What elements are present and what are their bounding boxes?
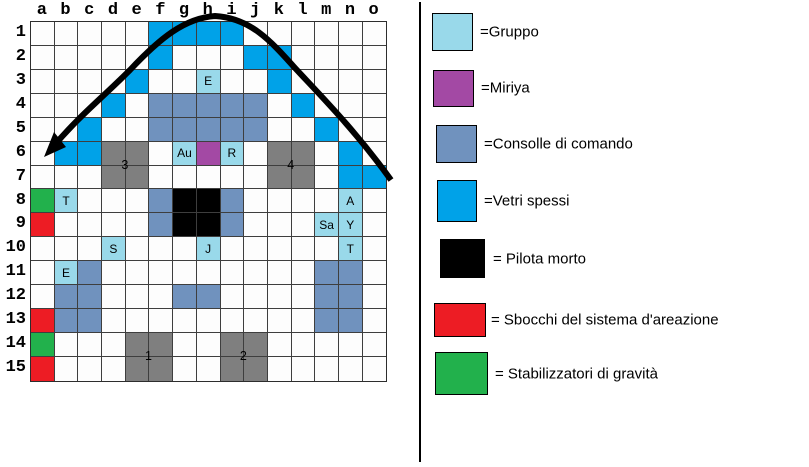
cell-c7: [78, 166, 102, 190]
cell-m13-consolle: [315, 309, 339, 333]
cell-l10: [292, 237, 316, 261]
column-label-h: h: [202, 1, 213, 20]
column-label-e: e: [131, 1, 142, 20]
cell-k12: [268, 285, 292, 309]
cell-f3: [149, 70, 173, 94]
cell-e5: [126, 118, 150, 142]
cell-l2: [292, 46, 316, 70]
legend-label: = Stabilizzatori di gravità: [495, 365, 658, 383]
cell-n12-consolle: [339, 285, 363, 309]
miriya-swatch-icon: [433, 70, 474, 107]
cell-d1: [102, 22, 126, 46]
row-label-14: 14: [5, 334, 26, 354]
grid-map: [30, 21, 387, 382]
block-number-1: 1: [145, 349, 152, 364]
column-label-g: g: [178, 1, 190, 20]
legend-label: =Gruppo: [480, 23, 539, 41]
cell-h4-consolle: [197, 94, 221, 118]
cell-f8-consolle: [149, 189, 173, 213]
cell-f12: [149, 285, 173, 309]
pilota-swatch-icon: [440, 239, 485, 278]
cell-e9: [126, 213, 150, 237]
cell-i7: [221, 166, 245, 190]
cell-c2: [78, 46, 102, 70]
cell-h2: [197, 46, 221, 70]
row-label-7: 7: [15, 166, 26, 186]
cell-c14: [78, 333, 102, 357]
cell-m10: [315, 237, 339, 261]
cell-g5-consolle: [173, 118, 197, 142]
row-label-6: 6: [15, 142, 26, 162]
cell-g15: [173, 357, 197, 381]
cell-i6-gruppo: R: [221, 142, 245, 166]
legend-label: =Vetri spessi: [484, 192, 570, 210]
cell-f11: [149, 261, 173, 285]
cell-b10: [55, 237, 79, 261]
cell-c12-consolle: [78, 285, 102, 309]
cell-i10: [221, 237, 245, 261]
block-number-4: 4: [287, 157, 295, 172]
cell-c6-vetri: [78, 142, 102, 166]
cell-k3-vetri: [268, 70, 292, 94]
cell-m3: [315, 70, 339, 94]
column-label-b: b: [60, 1, 71, 20]
cell-n13-consolle: [339, 309, 363, 333]
cell-j7: [244, 166, 268, 190]
row-label-2: 2: [15, 46, 26, 66]
cell-f4-consolle: [149, 94, 173, 118]
cell-e10: [126, 237, 150, 261]
cell-i8-consolle: [221, 189, 245, 213]
row-label-3: 3: [15, 70, 26, 90]
cell-a7: [31, 166, 55, 190]
cell-f9-consolle: [149, 213, 173, 237]
cell-k14: [268, 333, 292, 357]
cell-a10: [31, 237, 55, 261]
row-label-10: 10: [5, 238, 26, 258]
cell-g10: [173, 237, 197, 261]
cell-c13-consolle: [78, 309, 102, 333]
row-label-5: 5: [15, 118, 26, 138]
cell-o13: [363, 309, 387, 333]
cell-l3: [292, 70, 316, 94]
legend-label: =Consolle di comando: [484, 135, 633, 153]
cell-c9: [78, 213, 102, 237]
consolle-swatch-icon: [436, 125, 477, 163]
cell-a15-sbocchi: [31, 357, 55, 381]
cell-b3: [55, 70, 79, 94]
cell-o6: [363, 142, 387, 166]
cell-g4-consolle: [173, 94, 197, 118]
cell-a13-sbocchi: [31, 309, 55, 333]
cell-h15: [197, 357, 221, 381]
cell-l15: [292, 357, 316, 381]
cell-i5-consolle: [221, 118, 245, 142]
cell-o10: [363, 237, 387, 261]
cell-b1: [55, 22, 79, 46]
cell-c3: [78, 70, 102, 94]
cell-h13: [197, 309, 221, 333]
cell-o5: [363, 118, 387, 142]
cell-j4-consolle: [244, 94, 268, 118]
cell-n14: [339, 333, 363, 357]
row-label-8: 8: [15, 190, 26, 210]
cell-h7: [197, 166, 221, 190]
cell-l12: [292, 285, 316, 309]
cell-l9: [292, 213, 316, 237]
cell-i3: [221, 70, 245, 94]
cell-h1-vetri: [197, 22, 221, 46]
cell-j9: [244, 213, 268, 237]
cell-o14: [363, 333, 387, 357]
cell-e7-blocco: [126, 166, 150, 190]
cell-l7-blocco: [292, 166, 316, 190]
cell-h3-gruppo: E: [197, 70, 221, 94]
cell-f15-blocco: [149, 357, 173, 381]
cell-n2: [339, 46, 363, 70]
cell-i9-consolle: [221, 213, 245, 237]
cell-k11: [268, 261, 292, 285]
cell-e8: [126, 189, 150, 213]
cell-d11: [102, 261, 126, 285]
cell-m11-consolle: [315, 261, 339, 285]
cell-j3: [244, 70, 268, 94]
column-label-l: l: [297, 1, 308, 20]
cell-o8: [363, 189, 387, 213]
cell-b4: [55, 94, 79, 118]
cell-n3: [339, 70, 363, 94]
cell-o4: [363, 94, 387, 118]
divider-line: [419, 2, 421, 462]
cell-k10: [268, 237, 292, 261]
cell-m1: [315, 22, 339, 46]
cell-e13: [126, 309, 150, 333]
cell-d5: [102, 118, 126, 142]
cell-g9-pilota: [173, 213, 197, 237]
cell-a9-sbocchi: [31, 213, 55, 237]
cell-g2: [173, 46, 197, 70]
cell-f10: [149, 237, 173, 261]
row-label-13: 13: [5, 310, 26, 330]
cell-n5: [339, 118, 363, 142]
column-label-j: j: [250, 1, 261, 20]
cell-a4: [31, 94, 55, 118]
cell-b9: [55, 213, 79, 237]
cell-n1: [339, 22, 363, 46]
cell-g12-consolle: [173, 285, 197, 309]
cell-b2: [55, 46, 79, 70]
cell-m6: [315, 142, 339, 166]
cell-d4-vetri: [102, 94, 126, 118]
cell-e12: [126, 285, 150, 309]
cell-f7: [149, 166, 173, 190]
legend-label: =Miriya: [481, 79, 530, 97]
cell-o2: [363, 46, 387, 70]
cell-c1: [78, 22, 102, 46]
cell-l4-vetri: [292, 94, 316, 118]
cell-o12: [363, 285, 387, 309]
cell-l13: [292, 309, 316, 333]
cell-j15-blocco: [244, 357, 268, 381]
cell-f13: [149, 309, 173, 333]
cell-a8-stabilizzatori: [31, 189, 55, 213]
cell-f6: [149, 142, 173, 166]
cell-j10: [244, 237, 268, 261]
cell-l14: [292, 333, 316, 357]
cell-l6-blocco: [292, 142, 316, 166]
cell-h12-consolle: [197, 285, 221, 309]
cell-g3: [173, 70, 197, 94]
vetri-swatch-icon: [437, 180, 477, 222]
column-label-d: d: [107, 1, 119, 20]
cell-j6: [244, 142, 268, 166]
row-label-9: 9: [15, 214, 26, 234]
cell-g8-pilota: [173, 189, 197, 213]
cell-m2: [315, 46, 339, 70]
cell-n6-vetri: [339, 142, 363, 166]
cell-j11: [244, 261, 268, 285]
cell-b8-gruppo: T: [55, 189, 79, 213]
cell-g13: [173, 309, 197, 333]
cell-o15: [363, 357, 387, 381]
cell-d12: [102, 285, 126, 309]
column-label-c: c: [84, 1, 95, 20]
cell-m15: [315, 357, 339, 381]
block-number-2: 2: [239, 349, 247, 364]
cell-l8: [292, 189, 316, 213]
cell-i13: [221, 309, 245, 333]
cell-g11: [173, 261, 197, 285]
sbocchi-swatch-icon: [434, 303, 486, 337]
cell-e1: [126, 22, 150, 46]
cell-h9-pilota: [197, 213, 221, 237]
cell-f5-consolle: [149, 118, 173, 142]
cell-h11: [197, 261, 221, 285]
cell-j12: [244, 285, 268, 309]
cell-k4: [268, 94, 292, 118]
cell-a6: [31, 142, 55, 166]
stabilizzatori-swatch-icon: [435, 352, 488, 395]
gruppo-swatch-icon: [432, 13, 473, 51]
cell-a5: [31, 118, 55, 142]
cell-b15: [55, 357, 79, 381]
cell-h8-pilota: [197, 189, 221, 213]
cell-d3: [102, 70, 126, 94]
cell-b6-vetri: [55, 142, 79, 166]
cell-m8: [315, 189, 339, 213]
cell-n7-vetri: [339, 166, 363, 190]
cell-k9: [268, 213, 292, 237]
cell-d9: [102, 213, 126, 237]
cell-i4-consolle: [221, 94, 245, 118]
cell-l5: [292, 118, 316, 142]
cell-o9: [363, 213, 387, 237]
cell-f2-vetri: [149, 46, 173, 70]
cell-c8: [78, 189, 102, 213]
cell-k15: [268, 357, 292, 381]
column-label-a: a: [36, 1, 47, 20]
cell-o3: [363, 70, 387, 94]
cell-b14: [55, 333, 79, 357]
column-label-n: n: [344, 1, 356, 20]
cell-j2-vetri: [244, 46, 268, 70]
row-label-15: 15: [5, 358, 26, 378]
cell-h5-consolle: [197, 118, 221, 142]
cell-k13: [268, 309, 292, 333]
cell-i1-vetri: [221, 22, 245, 46]
block-number-3: 3: [121, 157, 129, 172]
cell-a14-stabilizzatori: [31, 333, 55, 357]
cell-f1-vetri: [149, 22, 173, 46]
cell-m7: [315, 166, 339, 190]
cell-m5-vetri: [315, 118, 339, 142]
column-label-f: f: [155, 1, 166, 20]
cell-c4: [78, 94, 102, 118]
cell-a3: [31, 70, 55, 94]
cell-e6-blocco: [126, 142, 150, 166]
cell-d14: [102, 333, 126, 357]
cell-g1-vetri: [173, 22, 197, 46]
cell-c11-consolle: [78, 261, 102, 285]
cell-j5-consolle: [244, 118, 268, 142]
column-label-m: m: [321, 1, 332, 20]
column-label-k: k: [273, 1, 284, 20]
cell-k2-vetri: [268, 46, 292, 70]
cell-o7-vetri: [363, 166, 387, 190]
cell-g7: [173, 166, 197, 190]
cell-e3-vetri: [126, 70, 150, 94]
cell-d13: [102, 309, 126, 333]
cell-b13-consolle: [55, 309, 79, 333]
row-label-1: 1: [15, 23, 26, 42]
cell-g6-gruppo: Au: [173, 142, 197, 166]
cell-h6-miriya: [197, 142, 221, 166]
cell-m12-consolle: [315, 285, 339, 309]
cell-d10-gruppo: S: [102, 237, 126, 261]
cell-i12: [221, 285, 245, 309]
cell-d15: [102, 357, 126, 381]
cell-h10-gruppo: J: [197, 237, 221, 261]
cell-a11: [31, 261, 55, 285]
cell-h14: [197, 333, 221, 357]
row-label-12: 12: [5, 286, 26, 306]
cell-b5: [55, 118, 79, 142]
cell-m14: [315, 333, 339, 357]
cell-k5: [268, 118, 292, 142]
cell-n4: [339, 94, 363, 118]
cell-f14-blocco: [149, 333, 173, 357]
legend-label: = Pilota morto: [493, 250, 586, 268]
cell-c5-vetri: [78, 118, 102, 142]
column-label-i: i: [226, 1, 237, 20]
cell-n9-gruppo: Y: [339, 213, 363, 237]
legend-label: = Sbocchi del sistema d'areazione: [491, 311, 719, 329]
cell-k1: [268, 22, 292, 46]
cell-b7: [55, 166, 79, 190]
cell-c10: [78, 237, 102, 261]
cell-o11: [363, 261, 387, 285]
cell-a2: [31, 46, 55, 70]
cell-i11: [221, 261, 245, 285]
row-label-11: 11: [5, 262, 26, 282]
cell-g14: [173, 333, 197, 357]
cell-c15: [78, 357, 102, 381]
column-label-o: o: [368, 1, 379, 20]
row-label-4: 4: [15, 94, 26, 114]
cell-b12-consolle: [55, 285, 79, 309]
cell-n8-gruppo: A: [339, 189, 363, 213]
cell-e4: [126, 94, 150, 118]
cell-j8: [244, 189, 268, 213]
cell-k8: [268, 189, 292, 213]
cell-m9-gruppo: Sa: [315, 213, 339, 237]
cell-i2: [221, 46, 245, 70]
cell-e11: [126, 261, 150, 285]
cell-b11-gruppo: E: [55, 261, 79, 285]
cell-d8: [102, 189, 126, 213]
cell-e2: [126, 46, 150, 70]
cell-j13: [244, 309, 268, 333]
cell-d2: [102, 46, 126, 70]
cell-j14-blocco: [244, 333, 268, 357]
cell-n10-gruppo: T: [339, 237, 363, 261]
cell-j1: [244, 22, 268, 46]
cell-n11-consolle: [339, 261, 363, 285]
cell-a12: [31, 285, 55, 309]
cell-m4: [315, 94, 339, 118]
cell-n15: [339, 357, 363, 381]
cell-l1: [292, 22, 316, 46]
cell-l11: [292, 261, 316, 285]
cell-a1: [31, 22, 55, 46]
cell-o1: [363, 22, 387, 46]
